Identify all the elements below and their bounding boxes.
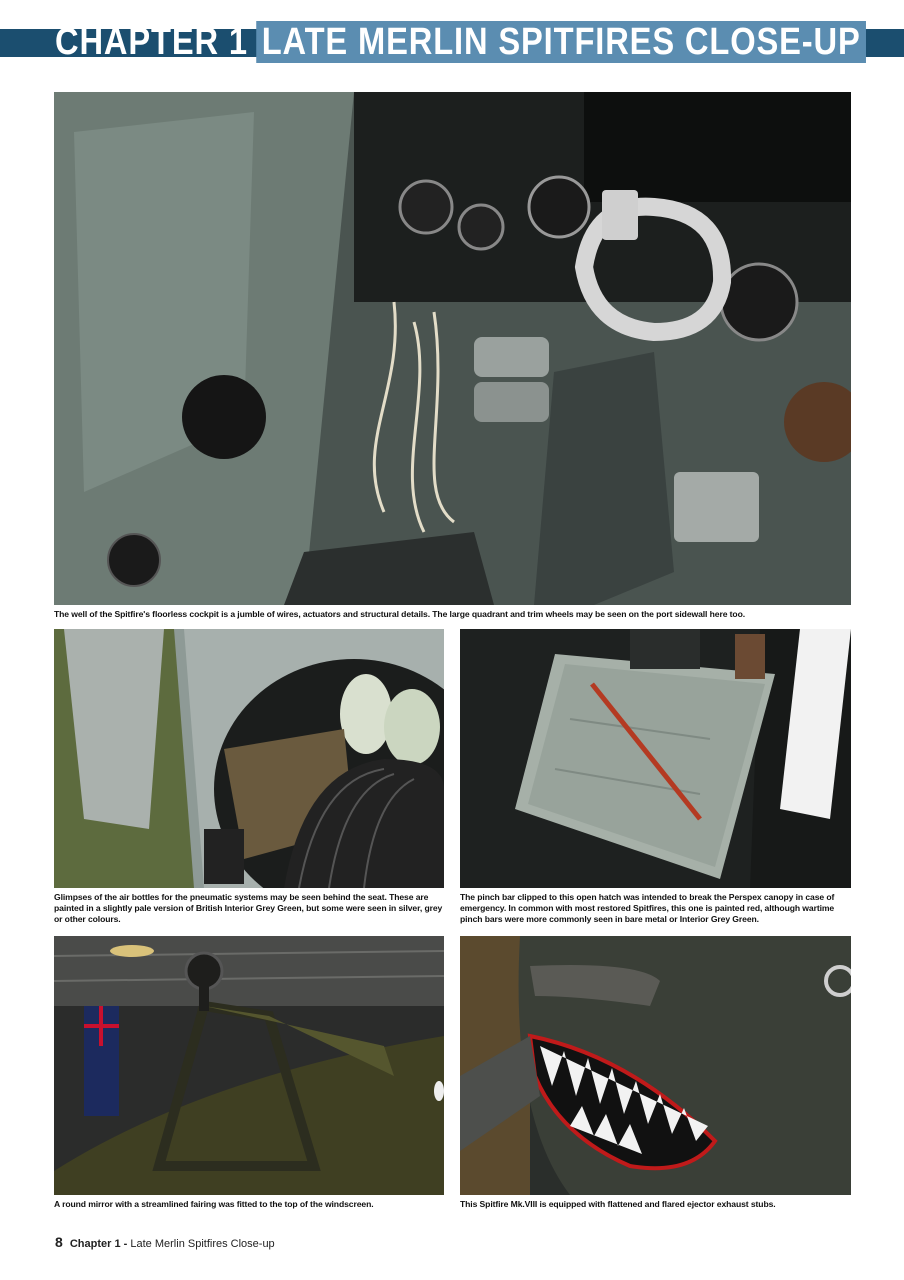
mirror-photo	[54, 936, 444, 1195]
footer-chapter-label: Chapter 1 -	[69, 1238, 128, 1250]
cockpit-caption: The well of the Spitfire's floorless cockpit is a jumble of wires, actuators and structural details. The large quadrant and trim wheels may be seen on the port sidewall here too.	[54, 609, 746, 619]
air-bottles-photo	[54, 629, 444, 888]
page-footer	[55, 1234, 275, 1250]
air-bottles-caption: Glimpses of the air bottles for the pneumatic systems may be seen behind the seat. These are painted in a slightly pale version of British Interior Grey Green, but some were seen in silver, grey or other colours.	[54, 892, 443, 924]
mirror-caption: A round mirror with a streamlined fairing was fitted to the top of the windscreen.	[54, 1199, 374, 1209]
chapter-title: LATE MERLIN SPITFIRES CLOSE-UP	[257, 21, 866, 63]
exhaust-photo	[460, 936, 851, 1195]
chapter-number: CHAPTER 1	[55, 21, 248, 63]
exhaust-caption: This Spitfire Mk.VIII is equipped with flattened and flared ejector exhaust stubs.	[460, 1199, 776, 1209]
page-number: 8	[55, 1234, 63, 1250]
chapter-heading	[55, 22, 866, 62]
pinch-bar-photo	[460, 629, 851, 888]
cockpit-photo	[54, 92, 851, 605]
footer-chapter-title: Late Merlin Spitfires Close-up	[130, 1238, 275, 1250]
pinch-bar-caption: The pinch bar clipped to this open hatch was intended to break the Perspex canopy in case of emergency. In common with most restored Spitfires, this one is painted red, although wartime pinch bars were more commonly seen in bare metal or Interior Grey Green.	[460, 892, 835, 924]
